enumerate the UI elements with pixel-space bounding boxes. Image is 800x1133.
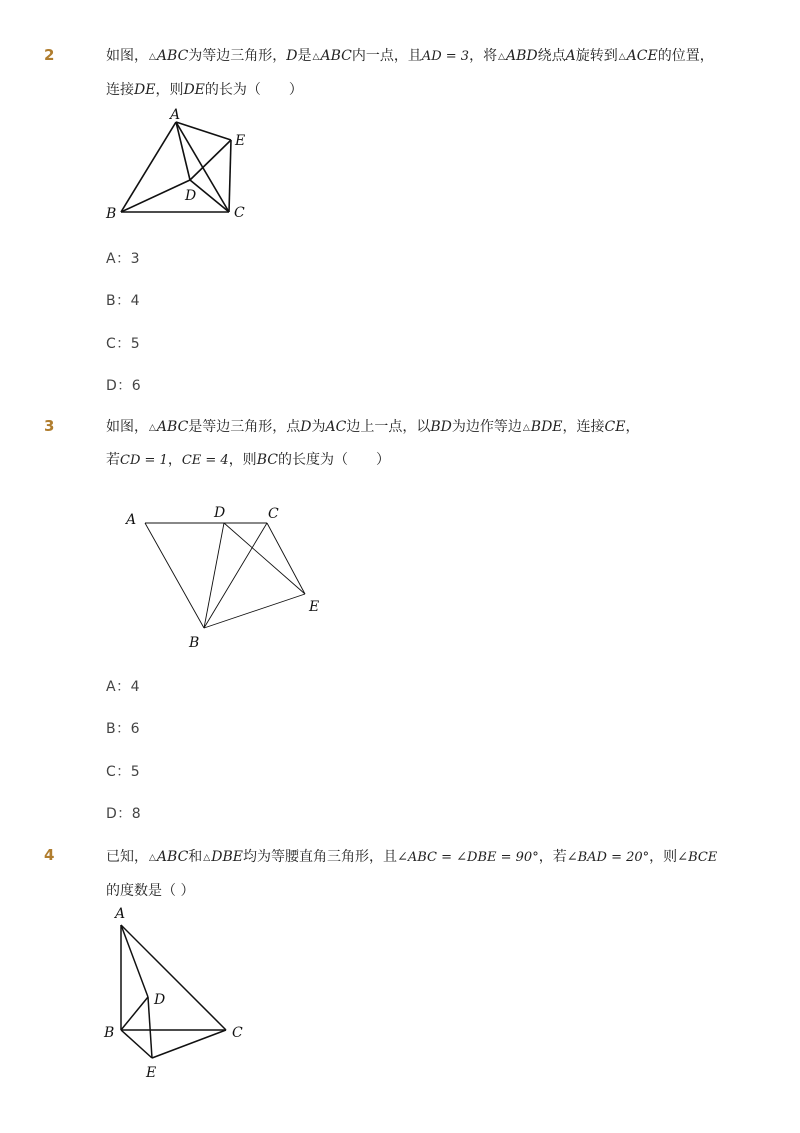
- answer-option[interactable]: D：6: [106, 378, 142, 394]
- vertex-label-b: B: [106, 206, 117, 222]
- answer-option[interactable]: C：5: [106, 764, 141, 780]
- vertex-label-c: C: [232, 1025, 243, 1041]
- geometry-figure: [100, 100, 260, 225]
- question-text-line: 连接DE，则DE的长为（ ）: [106, 82, 303, 98]
- vertex-label-b: B: [189, 635, 200, 651]
- vertex-label-c: C: [234, 205, 245, 221]
- answer-option[interactable]: A：3: [106, 251, 140, 267]
- vertex-label-d: D: [214, 505, 226, 521]
- vertex-label-a: A: [170, 107, 181, 123]
- answer-option[interactable]: C：5: [106, 336, 141, 352]
- answer-option[interactable]: B：4: [106, 293, 141, 309]
- vertex-label-e: E: [146, 1065, 157, 1081]
- geometry-figure: [120, 500, 330, 655]
- question-text-line: 如图，△ABC是等边三角形，点D为AC边上一点，以BD为边作等边△BDE，连接CE，: [106, 419, 640, 435]
- answer-option[interactable]: B：6: [106, 721, 141, 737]
- answer-option[interactable]: D：8: [106, 806, 142, 822]
- question-text-line: 若CD = 1，CE = 4，则BC的长度为（ ）: [106, 452, 390, 468]
- question-number: 2: [44, 46, 55, 64]
- question-number: 3: [44, 417, 55, 435]
- question-number: 4: [44, 846, 55, 864]
- vertex-label-c: C: [268, 506, 279, 522]
- question-text-line: 的度数是（ ）: [106, 883, 195, 899]
- vertex-label-a: A: [126, 512, 137, 528]
- vertex-label-e: E: [309, 599, 320, 615]
- vertex-label-d: D: [154, 992, 166, 1008]
- vertex-label-b: B: [104, 1025, 115, 1041]
- question-text-line: 如图，△ABC为等边三角形，D是△ABC内一点，且AD = 3，将△ABD绕点A旋转到△ACE的位置，: [106, 48, 714, 64]
- answer-option[interactable]: A：4: [106, 679, 140, 695]
- vertex-label-d: D: [185, 188, 197, 204]
- question-text-line: 已知，△ABC和△DBE均为等腰直角三角形，且∠ABC = ∠DBE = 90°，若∠BAD = 20°，则∠BCE: [106, 849, 718, 865]
- geometry-figure: [100, 900, 250, 1085]
- vertex-label-a: A: [115, 906, 126, 922]
- vertex-label-e: E: [235, 133, 246, 149]
